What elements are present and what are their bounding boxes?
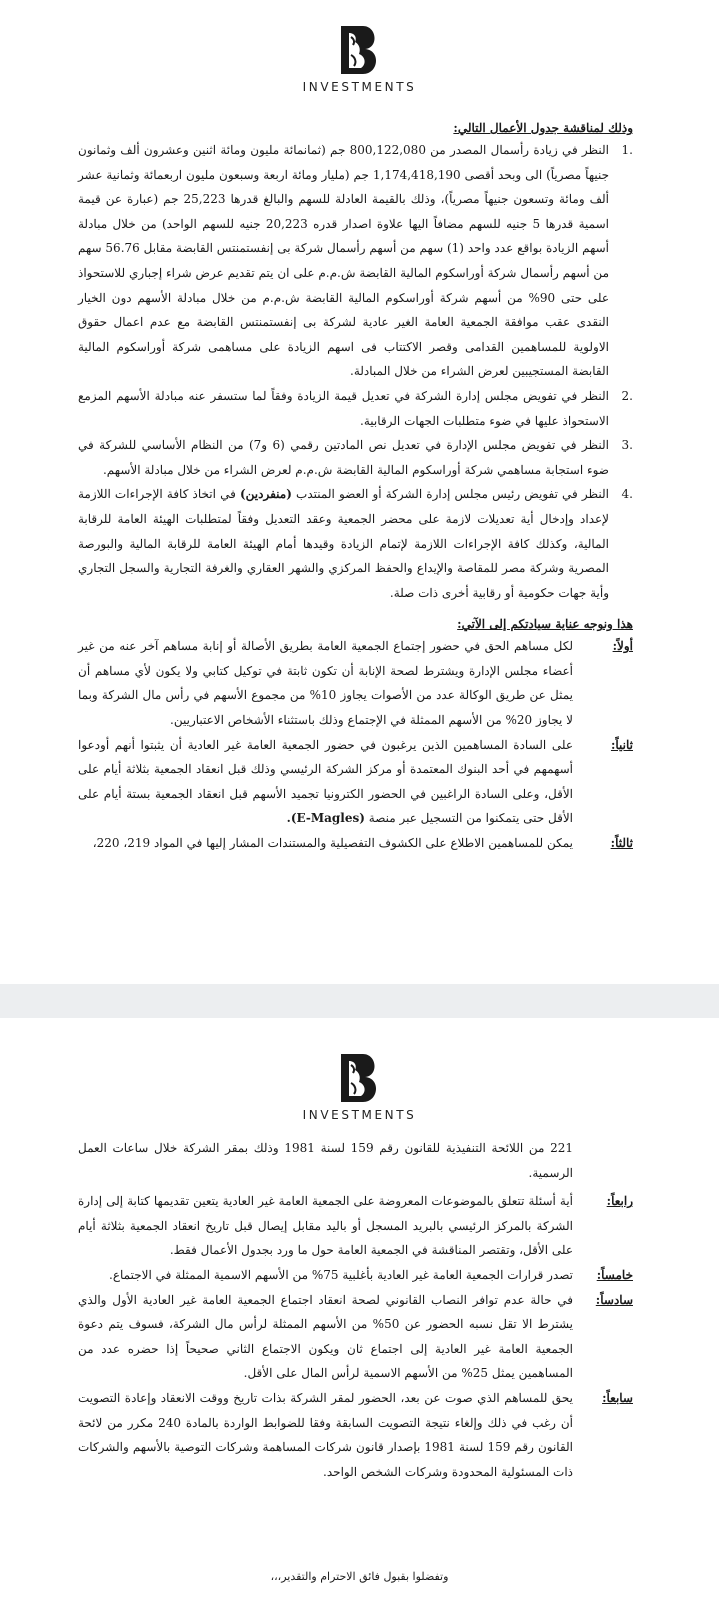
continuation-text bbox=[78, 1136, 633, 1185]
notice-item bbox=[78, 1189, 633, 1263]
brand-name: INVESTMENTS bbox=[302, 1108, 417, 1122]
bold-term: (منفردين) bbox=[239, 487, 292, 502]
notice-label: ثانياً: bbox=[610, 737, 633, 752]
agenda-item bbox=[78, 482, 633, 605]
notice-label: سابعاً: bbox=[602, 1390, 633, 1405]
page-separator bbox=[0, 984, 719, 1018]
agenda-item bbox=[78, 433, 633, 482]
item-text: النظر في تفويض مجلس إدارة الشركة في تعديل قيمة الزيادة وفقاً لما ستسفر عنه مبادلة الأسهم المزمع الاستحواذ عليها في ضوء متطلبات الجهات الرقابية. bbox=[78, 388, 609, 428]
company-logo bbox=[0, 22, 719, 94]
notice-label: رابعاً: bbox=[606, 1194, 633, 1209]
notice-label: ثالثاً: bbox=[610, 836, 633, 851]
item-text-part: في اتخاذ كافة الإجراءات اللازمة لإعداد وإدخال أية تعديلات لازمة على محضر الجمعية وعقد التعديل وفقاً لمتطلبات الهيئة العامة للرقابة المالية، وكذلك كافة الإجراءات اللازمة لإتمام الزيادة وقيدها أمام الهيئة العامة للرقابة المالية والبورصة المصرية وشركة مصر للمقاصة والإيداع والحفظ المركزي والشهر العقاري والغرفة التجارية والسجل التجاري وأية جهات حكومية أو رقابية أخرى ذات صلة. bbox=[78, 487, 609, 600]
notice-text: في حالة عدم توافر النصاب القانوني لصحة انعقاد اجتماع الجمعية العامة غير العادية الأول والذي يشترط الا تقل نسبه الحضور عن 50% من الأسهم الممثلة لرأس مال الشركة، فسوف يتم دعوة الجمعية العامة غير العادية إلى اجتماع ثان ويكون الاجتماع الثاني صحيحاً إذا حضره عدد من المساهمين يمثل 25% من الأسهم الاسمية لرأس المال على الأقل. bbox=[78, 1292, 574, 1381]
item-text-part: النظر في تفويض رئيس مجلس إدارة الشركة أو العضو المنتدب bbox=[296, 487, 609, 502]
notice-item bbox=[78, 733, 633, 831]
notice-label: أولاً: bbox=[612, 639, 633, 654]
notice-text: يمكن للمساهمين الاطلاع على الكشوف التفصيلية والمستندات المشار إليها في المواد 219، 220، bbox=[92, 836, 573, 851]
notice-text: يحق للمساهم الذي صوت عن بعد، الحضور لمقر الشركة بذات تاريخ ووقت الانعقاد وإعادة التصويت أن رغب في ذلك وإلغاء نتيجة التصويت السابقة وفقا للضوابط الواردة بالمادة 240 مكرر من لائحة القانون رقم 159 لسنة 1981 بإصدار قانون شركات المساهمة وشركات التوصية بالأسهم والشركات ذات المسئولية المحدودة وشركات الشخص الواحد. bbox=[78, 1390, 574, 1479]
platform-name: (E-Magles). bbox=[286, 811, 365, 826]
item-text: النظر في زيادة رأسمال المصدر من 800,122,080 جم (ثمانمائة مليون ومائة اثنين وعشرون ألف وثمانون جنيهاً مصرياً) الى وبحد أقصى 1,174,418,190 جم (مليار ومائة اربعة وسبعون مليون اربعمائة وثمانية عشر ألف ومائة وتسعون جنيهاً مصرياً)، وذلك بالقيمة العادلة للسهم والبالغ قدرها 25,223 جم (عبارة عن قيمة اسمية قدرها 5 جنيه للسهم مضافاً اليها علاوة اصدار قدره 20,223 جنيه للسهم الواحد) من خلال مبادلة أسهم الزيادة بواقع عدد واحد (1) سهم من أسهم رأسمال شركة بى إنفستمنتس القابضة مقابل 56.76 سهم من أسهم رأسمال شركة أوراسكوم المالية القابضة ش.م.م على ان يتم تقديم عرض شراء إجباري للاستحواذ على حتى 90% من أسهم شركة أوراسكوم المالية القابضة ش.م.م من خلال مبادلة الأسهم دون الخيار النقدى عقب موافقة الجمعية العامة الغير عادية لشركة بى إنفستمنتس القابضة مع عدم اعمال حقوق الاولوية للمساهمين القدامى وقصر الاكتتاب فى اسهم الزيادة على مساهمى شركة أوراسكوم المالية القابضة المستجيبين لعرض الشراء من خلال المبادلة. bbox=[78, 143, 610, 379]
notice-text bbox=[78, 733, 573, 831]
brand-name: INVESTMENTS bbox=[302, 80, 417, 94]
notice-heading: هذا ونوجه عناية سيادتكم إلى الآتي: bbox=[457, 617, 633, 632]
agenda-item bbox=[78, 138, 633, 384]
item-number: .4 bbox=[621, 487, 633, 502]
notice-text: أية أسئلة تتعلق بالموضوعات المعروضة على الجمعية العامة غير العادية يتعين تقديمها كتابة إلى إدارة الشركة بالمركز الرئيسي بالبريد المسجل أو باليد مقابل إيصال قبل تاريخ انعقاد الجمعية بثلاثة أيام على الأقل، وتقتصر المناقشة في الجمعية العامة حول ما ورد بجدول الأعمال فقط. bbox=[78, 1194, 573, 1258]
notice-label: سادساً: bbox=[595, 1292, 633, 1307]
agenda-heading: وذلك لمناقشة جدول الأعمال التالي: bbox=[453, 121, 633, 135]
company-logo bbox=[0, 1050, 719, 1122]
item-number: .2 bbox=[621, 388, 633, 403]
notice-item bbox=[78, 1288, 633, 1386]
item-number: .3 bbox=[621, 438, 633, 453]
item-text: النظر في تفويض مجلس الإدارة في تعديل نص المادتين رقمي (6 و7) من النظام الأساسي للشركة في ضوء استجابة مساهمي شركة أوراسكوم المالية القابضة ش.م.م لعرض الشراء من خلال مبادلة الأسهم. bbox=[78, 438, 609, 477]
notice-text: تصدر قرارات الجمعية العامة غير العادية بأغلبية 75% من الأسهم الاسمية الممثلة في الاجتماع. bbox=[109, 1267, 573, 1282]
notice-item bbox=[78, 1263, 633, 1288]
document-page-2 bbox=[0, 1018, 719, 1600]
b-logo-icon bbox=[337, 1050, 383, 1106]
agenda-item bbox=[78, 384, 633, 433]
notice-continuation bbox=[78, 1136, 633, 1484]
closing-line: وتفضلوا بقبول فائق الاحترام والتقدير،،، bbox=[270, 1570, 449, 1583]
notice-text: لكل مساهم الحق في حضور إجتماع الجمعية العامة بطريق الأصالة أو إنابة مساهم آخر عنه من غير أعضاء مجلس الإدارة ويشترط لصحة الإنابة أن تكون ثابتة في توكيل كتابي ولا يكون لأي مساهم أن يمثل عن طريق الوكالة عدد من الأصوات يجاوز 10% من مجموع الأسهم في رأس مال الشركة وبما لا يجاوز 20% من الأسهم الممثلة في الإجتماع وذلك باستثناء الأشخاص الاعتباريين. bbox=[78, 639, 573, 728]
notice-text-part: على السادة المساهمين الذين يرغبون في حضور الجمعية العامة غير العادية أن يثبتوا أنهم أودعوا أسهمهم في أحد البنوك المعتمدة أو مركز الشركة الرئيسي وذلك قبل انعقاد الجمعية بثلاثة أيام على الأقل، وعلى السادة الراغبين في الحضور الكترونيا تجميد الأسهم قبل انعقاد الجمعية بستة أيام على الأقل حتى يتمكنوا من التسجيل عبر منصة bbox=[78, 737, 573, 826]
notice-label: خامساً: bbox=[596, 1267, 633, 1282]
item-number: .1 bbox=[621, 143, 633, 157]
notice-item bbox=[78, 1386, 633, 1484]
item-text bbox=[78, 482, 609, 605]
continuation-paragraph: 221 من اللائحة التنفيذية للقانون رقم 159 لسنة 1981 وذلك بمقر الشركة خلال ساعات العمل الرسمية. bbox=[78, 1141, 574, 1180]
notice-item bbox=[78, 634, 633, 732]
b-logo-icon bbox=[337, 22, 383, 78]
notice-item bbox=[78, 831, 633, 856]
agenda-section bbox=[78, 121, 633, 856]
